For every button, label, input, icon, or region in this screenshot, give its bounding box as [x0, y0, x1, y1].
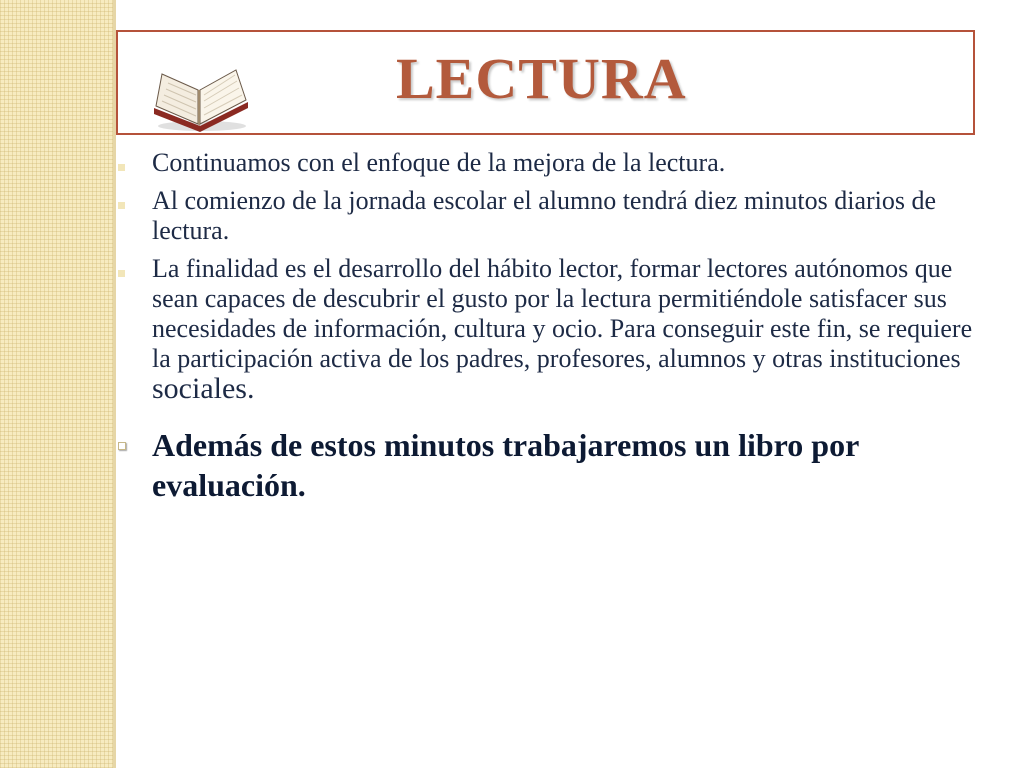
slide-title: LECTURA — [396, 46, 687, 111]
bullet-marker — [118, 442, 126, 450]
bullet-item — [116, 186, 996, 246]
decorative-side-strip — [0, 0, 113, 768]
bullet-text: Continuamos con el enfoque de la mejora de la lectura. — [152, 148, 726, 177]
bullet-text: Además de estos minutos trabajaremos un libro por evaluación. — [152, 427, 859, 503]
bullet-text: Al comienzo de la jornada escolar el alumno tendrá diez minutos diarios de lectura. — [152, 186, 937, 245]
bullet-list — [116, 148, 996, 505]
bullet-item — [116, 254, 996, 405]
bullet-marker — [118, 202, 125, 209]
bullet-item-highlight — [116, 425, 996, 505]
bullet-text: La finalidad es el desarrollo del hábito lector, formar lectores autónomos que sean capaces de descubrir el gusto por la lectura permitiéndole satisfacer sus necesidades de información, cultura y ocio. Para conseguir este fin, se requiere la participación activa de los padres, profesores, alumnos y otras instituciones — [152, 254, 973, 373]
bullet-marker — [118, 270, 125, 277]
bullet-emphasis: sociales. — [152, 372, 255, 405]
open-book-icon — [148, 68, 254, 134]
bullet-item — [116, 148, 996, 178]
bullet-marker — [118, 164, 125, 171]
